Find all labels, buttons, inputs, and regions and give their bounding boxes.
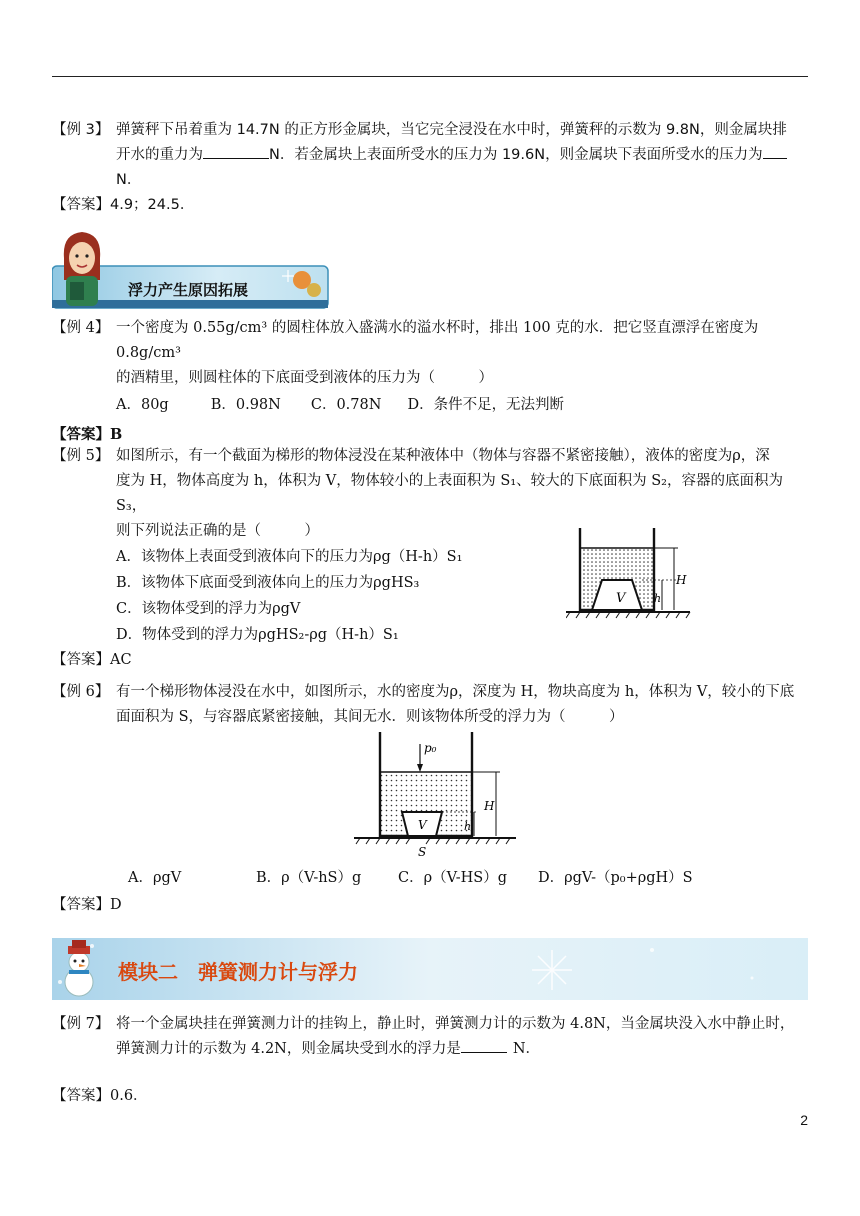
example-label: 【例 6】: [52, 684, 110, 700]
option-d: D．条件不足，无法判断: [407, 397, 565, 413]
answer-label: 【答案】: [52, 897, 110, 913]
answer-text: 0.6．: [110, 1088, 148, 1104]
page-number: 2: [800, 1112, 808, 1128]
answer: [52, 193, 812, 218]
options: [128, 866, 812, 891]
question-line: [116, 143, 812, 168]
option-c: C．0.78N: [310, 397, 382, 413]
option-a: A．ρgV: [128, 870, 182, 886]
label-h-depth: H: [484, 799, 495, 813]
example-3: [52, 118, 812, 218]
example-label: 【例 4】: [52, 320, 110, 336]
question-line: 面面积为 S，与容器底紧密接触，其间无水．则该物体所受的浮力为（ ）: [116, 709, 624, 725]
label-v: V: [418, 818, 427, 832]
section-banner: [52, 262, 328, 310]
module-title: 模块二 弹簧测力计与浮力: [118, 960, 358, 984]
question-line: 度为 H，物体高度为 h，体积为 V，物体较小的上表面积为 S₁、较大的下底面积为 S₂，容器的底面积为 S₃，: [116, 473, 783, 514]
question-line: 的酒精里，则圆柱体的下底面受到液体的压力为（ ）: [116, 370, 493, 386]
option-c: C．ρ（V-HS）g: [398, 870, 508, 886]
option-c: C．该物体受到的浮力为ρgV: [116, 601, 301, 617]
option-b: B．0.98N: [210, 397, 281, 413]
example-6: [52, 680, 812, 730]
question-line: 则下列说法正确的是（ ）: [116, 523, 319, 539]
answer: [52, 648, 812, 673]
option-a: A．80g: [116, 397, 169, 413]
options: [116, 544, 812, 648]
header-rule: [52, 76, 808, 77]
option-a: A．该物体上表面受到液体向下的压力为ρg（H-h）S₁: [116, 549, 463, 565]
question-line: N．: [116, 172, 142, 188]
answer-label: 【答案】: [52, 652, 110, 668]
label-p0: p₀: [424, 741, 437, 755]
options: [116, 393, 812, 418]
answer-text: AC: [110, 652, 132, 668]
blank: [203, 144, 269, 159]
option-b: B．ρ（V-hS）g: [256, 870, 362, 886]
label-h-height: h: [464, 820, 472, 833]
question-line: 将一个金属块挂在弹簧测力计的挂钩上，静止时，弹簧测力计的示数为 4.8N，当金属块没入水中静止时，: [116, 1016, 795, 1032]
example-label: 【例 5】: [52, 448, 110, 464]
question-line: 如图所示，有一个截面为梯形的物体浸没在某种液体中（物体与容器不紧密接触），液体的密度为ρ，深: [116, 448, 770, 464]
module-banner: [52, 938, 808, 1000]
blank: [763, 144, 787, 159]
option-d: D．ρgV-（p₀+ρgH）S: [538, 870, 693, 886]
example-label: 【例 3】: [52, 122, 110, 138]
question-line: 有一个梯形物体浸没在水中，如图所示，水的密度为ρ，深度为 H，物块高度为 h，体积为 V，较小的下底: [116, 684, 795, 700]
label-h-height: h: [654, 592, 662, 605]
example-label: 【例 7】: [52, 1016, 110, 1032]
label-v: V: [616, 591, 626, 606]
example-5: [52, 444, 812, 673]
option-b: B．该物体下底面受到液体向上的压力为ρgHS₃: [116, 575, 420, 591]
question-line: [116, 1037, 812, 1062]
question-text: 弹簧测力计的示数为 4.2N，则金属块受到水的浮力是: [116, 1041, 461, 1057]
question-text: 开水的重力为: [116, 147, 203, 163]
answer-label: 【答案】: [52, 426, 110, 443]
answer-text: 4.9；24.5．: [110, 197, 195, 213]
answer-text: D: [110, 897, 122, 913]
answer-label: 【答案】: [52, 1088, 110, 1104]
answer: [52, 893, 812, 918]
option-d: D．物体受到的浮力为ρgHS₂-ρg（H-h）S₁: [116, 627, 399, 643]
figure-trapezoid-container: [566, 524, 696, 624]
section-title: 浮力产生原因拓展: [128, 281, 249, 299]
answer-label: 【答案】: [52, 197, 110, 213]
answer-text: B: [110, 426, 123, 443]
example-7: [52, 1012, 812, 1109]
label-h-depth: H: [676, 573, 687, 587]
figure-trapezoid-water: [354, 728, 516, 860]
teacher-avatar-icon: [56, 228, 108, 308]
question-text: N．若金属块上表面所受水的压力为 19.6N，则金属块下表面所受水的压力为: [269, 147, 763, 163]
label-s: S: [418, 845, 427, 859]
answer: [52, 1084, 812, 1109]
blank: [461, 1038, 507, 1053]
question-line: 弹簧秤下吊着重为 14.7N 的正方形金属块，当它完全浸没在水中时，弹簧秤的示数为 9.8N，则金属块排: [116, 122, 787, 138]
question-text: N．: [512, 1041, 541, 1057]
snowman-icon: [56, 940, 102, 998]
question-line: 一个密度为 0.55g/cm³ 的圆柱体放入盛满水的溢水杯时，排出 100 克的水．把它竖直漂浮在密度为 0.8g/cm³: [116, 320, 759, 361]
example-6-options: [52, 866, 812, 918]
example-4: [52, 316, 812, 448]
